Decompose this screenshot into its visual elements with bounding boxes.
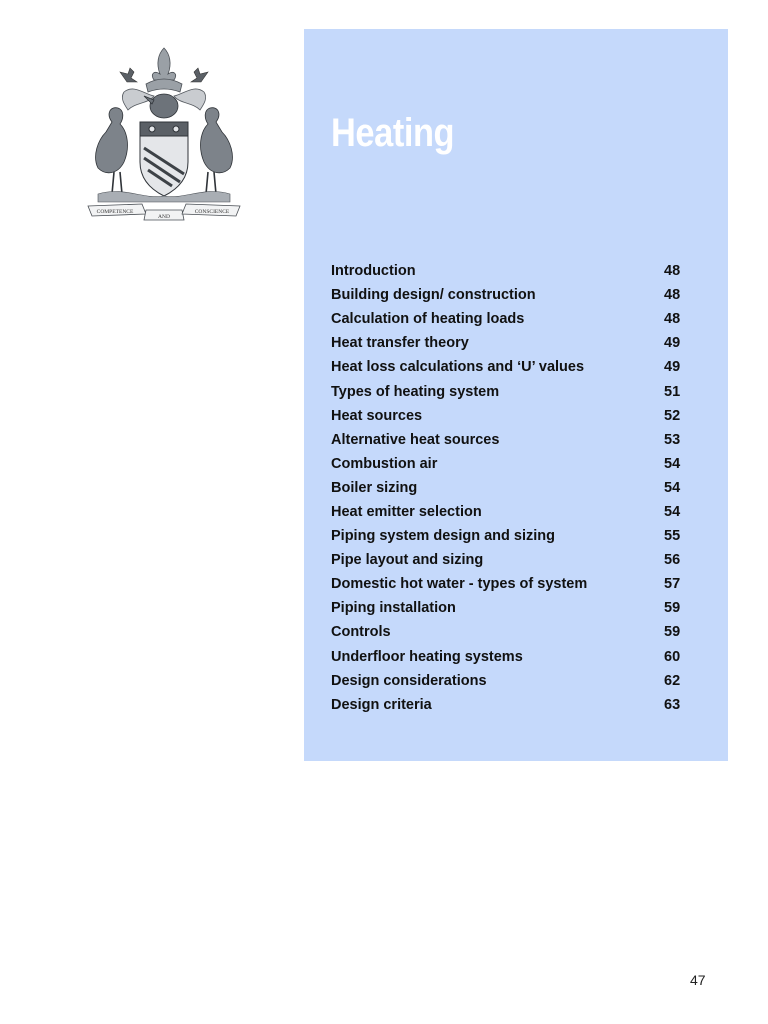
- toc-entry[interactable]: [331, 669, 688, 693]
- toc-entry[interactable]: [331, 645, 688, 669]
- toc-entry-page: 63: [664, 696, 681, 713]
- toc-entry[interactable]: [331, 596, 688, 620]
- toc-entry[interactable]: [331, 283, 688, 307]
- toc-entry-label: Building design/ construction: [331, 287, 536, 304]
- coat-of-arms-logo: [84, 44, 244, 224]
- toc-entry-page: 51: [664, 383, 681, 400]
- toc-entry-page: 49: [664, 335, 681, 352]
- toc-entry-label: Piping installation: [331, 600, 456, 617]
- toc-entry-page: 62: [664, 672, 681, 689]
- toc-entry-page: 52: [664, 407, 681, 424]
- section-panel: [304, 29, 728, 761]
- toc-entry-page: 53: [664, 431, 681, 448]
- toc-entry-label: Heat loss calculations and ‘U’ values: [331, 359, 585, 376]
- toc-entry-label: Types of heating system: [331, 383, 500, 400]
- toc-entry-page: 55: [664, 528, 681, 545]
- toc-entry[interactable]: [331, 548, 688, 572]
- toc-entry-page: 49: [664, 359, 681, 376]
- section-title: Heating: [331, 111, 455, 155]
- toc-entry-page: 48: [664, 311, 681, 328]
- toc-entry[interactable]: [331, 307, 688, 331]
- toc-entry-page: 59: [664, 600, 681, 617]
- toc-entry-label: Design criteria: [331, 696, 432, 713]
- toc-entry[interactable]: [331, 428, 688, 452]
- toc-entry-label: Design considerations: [331, 672, 487, 689]
- toc-entry-page: 48: [664, 287, 681, 304]
- toc-entry-label: Controls: [331, 624, 391, 641]
- toc-entry-label: Heat transfer theory: [331, 335, 469, 352]
- toc-entry-label: Heat emitter selection: [331, 503, 482, 520]
- toc-entry-page: 54: [664, 479, 681, 496]
- toc-entry[interactable]: [331, 355, 688, 379]
- toc-entry-label: Underfloor heating systems: [331, 648, 523, 665]
- toc-entry-label: Boiler sizing: [331, 479, 418, 496]
- toc-entry-page: 57: [664, 576, 681, 593]
- page-number: 47: [690, 972, 706, 988]
- toc-entry[interactable]: [331, 259, 688, 283]
- toc-entry-page: 59: [664, 624, 681, 641]
- toc-entry[interactable]: [331, 379, 688, 403]
- toc-entry-label: Calculation of heating loads: [331, 311, 525, 328]
- crest-motto-middle: AND: [158, 214, 170, 220]
- crest-motto-left: COMPETENCE: [96, 209, 134, 215]
- toc-entry[interactable]: [331, 620, 688, 644]
- toc-entry[interactable]: [331, 572, 688, 596]
- toc-entry[interactable]: [331, 693, 688, 717]
- toc-entry-label: Combustion air: [331, 455, 438, 472]
- toc-entry-label: Piping system design and sizing: [331, 528, 555, 545]
- toc-entry[interactable]: [331, 404, 688, 428]
- toc-entry-page: 56: [664, 552, 681, 569]
- toc-entry-page: 54: [664, 503, 681, 520]
- toc-entry-page: 60: [664, 648, 681, 665]
- toc-entry[interactable]: [331, 476, 688, 500]
- toc-entry-label: Heat sources: [331, 407, 423, 424]
- crest-motto-right: CONSCIENCE: [194, 209, 230, 215]
- toc-entry[interactable]: [331, 524, 688, 548]
- toc-entry-page: 54: [664, 455, 681, 472]
- toc-entry-label: Pipe layout and sizing: [331, 552, 484, 569]
- toc-entry-label: Introduction: [331, 263, 416, 280]
- toc-entry[interactable]: [331, 331, 688, 355]
- toc-entry-label: Domestic hot water - types of system: [331, 576, 588, 593]
- toc-entry-label: Alternative heat sources: [331, 431, 500, 448]
- toc-entry-page: 48: [664, 263, 681, 280]
- toc-entry[interactable]: [331, 500, 688, 524]
- toc-entry[interactable]: [331, 452, 688, 476]
- table-of-contents: [331, 259, 688, 717]
